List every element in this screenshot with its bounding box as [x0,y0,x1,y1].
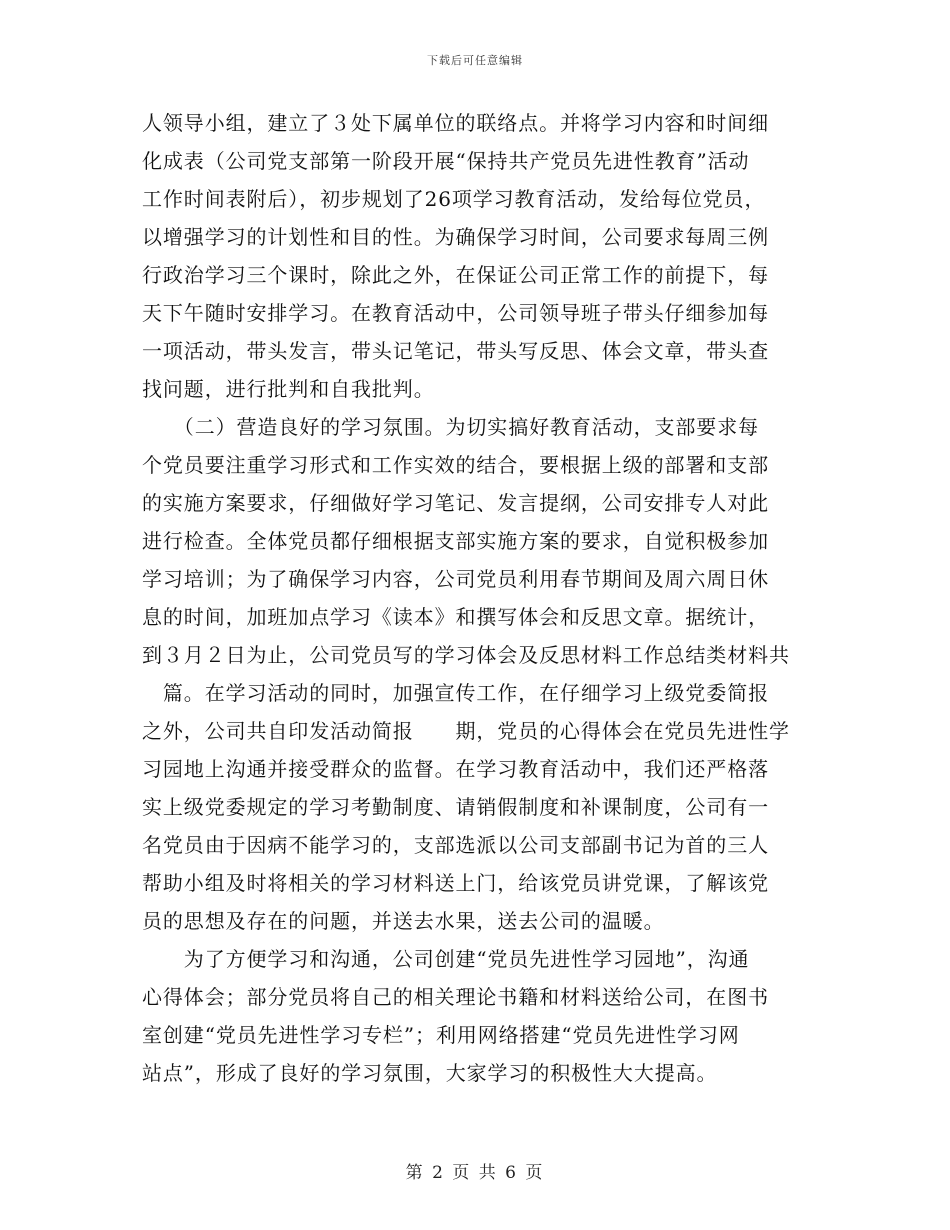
text-line: 的实施方案要求，仔细做好学习笔记、发言提纲，公司安排专人对此 [142,491,769,515]
text-line: 以增强学习的计划性和目的性。为确保学习时间，公司要求每周三例 [142,225,769,249]
text-line: 工作时间表附后），初步规划了26项学习教育活动，发给每位党员， [142,187,766,211]
text-line: 名党员由于因病不能学习的，支部选派以公司支部副书记为首的三人 [142,833,769,857]
paragraph-1 [142,104,822,408]
text-line: （二）营造良好的学习氛围。为切实搞好教育活动，支部要求每 [142,415,759,439]
text-line: 室创建“党员先进性学习专栏”；利用网络搭建“党员先进性学习网 [142,1023,740,1047]
text-line: 学习培训；为了确保学习内容，公司党员利用春节期间及周六周日休 [142,567,769,591]
text-line: 进行检查。全体党员都仔细根据支部实施方案的要求，自觉积极参加 [142,529,769,553]
text-line: 个党员要注重学习形式和工作实效的结合，要根据上级的部署和支部 [142,453,769,477]
text-line: 帮助小组及时将相关的学习材料送上门，给该党员讲党课，了解该党 [142,871,769,895]
text-line: 篇。在学习活动的同时，加强宣传工作，在仔细学习上级党委简报 [142,681,769,705]
page-header: 下载后可任意编辑 [427,54,523,67]
text-line: 息的时间，加班加点学习《读本》和撰写体会和反思文章。据统计， [142,605,769,629]
paragraph-2 [142,408,822,940]
text-line: 人领导小组，建立了３处下属单位的联络点。并将学习内容和时间细 [142,111,769,135]
paragraph-3 [142,940,822,1092]
text-line: 化成表（公司党支部第一阶段开展“保持共产党员先进性教育”活动 [142,149,750,173]
text-line: 行政治学习三个课时，除此之外，在保证公司正常工作的前提下，每 [142,263,769,287]
text-line: 为了方便学习和沟通，公司创建“党员先进性学习园地”，沟通 [142,947,750,971]
text-line: 心得体会；部分党员将自己的相关理论书籍和材料送给公司，在图书 [142,985,769,1009]
text-line: 实上级党委规定的学习考勤制度、请销假制度和补课制度，公司有一 [142,795,769,819]
text-line: 到３月２日为止，公司党员写的学习体会及反思材料工作总结类材料共 [142,643,790,667]
text-line: 之外，公司共自印发活动简报 期，党员的心得体会在党员先进性学 [142,719,790,743]
text-line: 站点”，形成了良好的学习氛围，大家学习的积极性大大提高。 [142,1061,718,1085]
text-line: 找问题，进行批判和自我批判。 [142,377,435,401]
text-line: 一项活动，带头发言，带头记笔记，带头写反思、体会文章，带头查 [142,339,769,363]
text-line: 天下午随时安排学习。在教育活动中，公司领导班子带头仔细参加每 [142,301,769,325]
text-line: 习园地上沟通并接受群众的监督。在学习教育活动中，我们还严格落 [142,757,769,781]
page-number-footer: 第 2 页 共 6 页 [405,1163,545,1183]
text-line: 员的思想及存在的问题，并送去水果，送去公司的温暖。 [142,909,665,933]
document-body [142,104,822,1092]
